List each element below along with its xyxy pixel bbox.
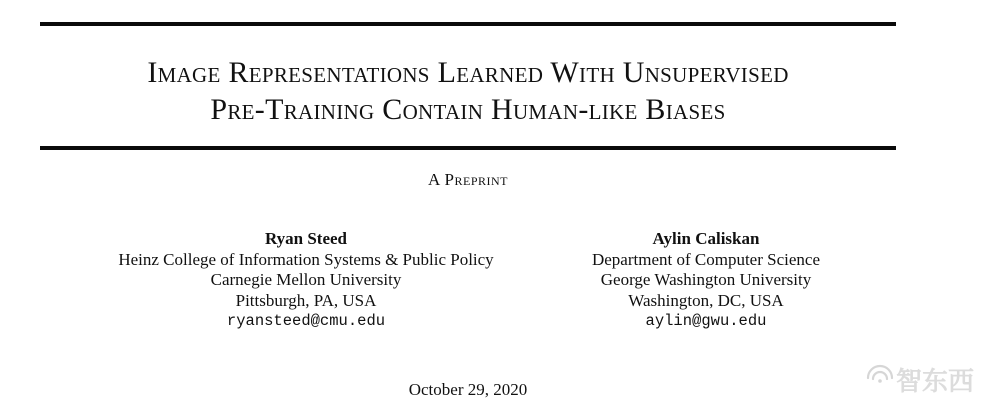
author-location: Washington, DC, USA <box>628 290 784 310</box>
title-bottom-rule <box>40 146 896 150</box>
paper-title <box>40 54 896 128</box>
watermark-text: 智东西 <box>896 367 975 397</box>
author-location: Pittsburgh, PA, USA <box>235 290 377 310</box>
author-affiliation: Department of Computer Science <box>591 249 820 269</box>
paper-title-line-2: Pre-Training Contain Human-like Biases <box>210 93 726 126</box>
author-affiliation: Heinz College of Information Systems & Public Policy <box>118 249 494 269</box>
wifi-signal-icon <box>868 366 892 383</box>
author-email[interactable]: ryansteed@cmu.edu <box>226 312 386 330</box>
publication-date: October 29, 2020 <box>408 380 528 399</box>
author-block-2 <box>556 229 856 332</box>
title-top-rule <box>40 22 896 26</box>
preprint-label: A Preprint <box>427 170 509 189</box>
paper-title-line-1: Image Representations Learned With Unsupervised <box>147 56 789 89</box>
author-name: Ryan Steed <box>264 229 348 248</box>
author-block-1 <box>96 229 516 332</box>
watermark-logo <box>862 354 990 402</box>
author-institution: Carnegie Mellon University <box>210 270 402 289</box>
author-email[interactable]: aylin@gwu.edu <box>645 312 767 330</box>
author-institution: George Washington University <box>600 270 812 289</box>
author-name: Aylin Caliskan <box>652 229 760 248</box>
